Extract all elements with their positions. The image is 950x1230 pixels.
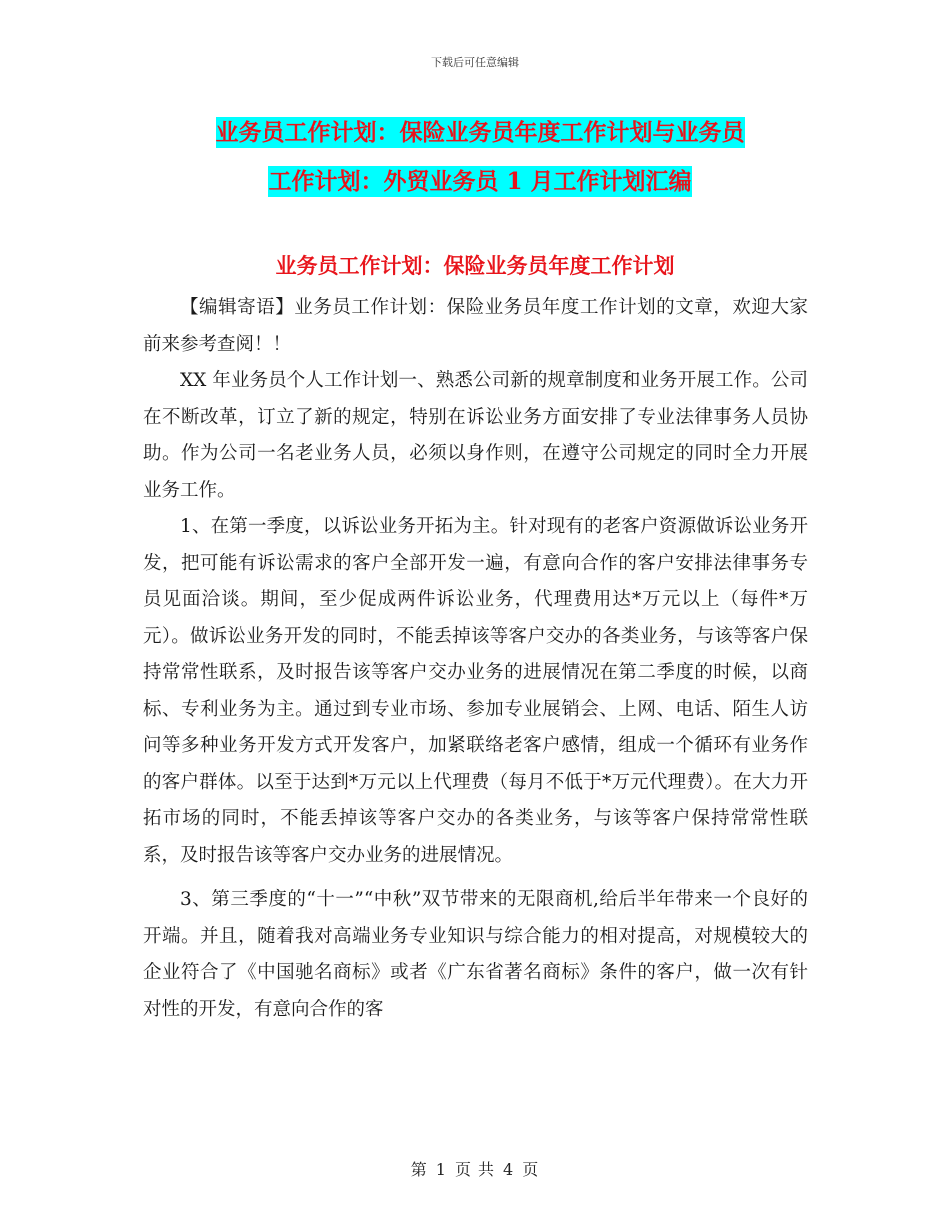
page-footer	[0, 1157, 950, 1180]
header-note: 下载后可任意编辑	[431, 56, 519, 69]
document-title	[140, 108, 820, 206]
footer-suffix: 页	[522, 1160, 540, 1179]
section-heading: 业务员工作计划：保险业务员年度工作计划	[275, 253, 675, 278]
footer-page-number: 1	[435, 1160, 447, 1179]
footer-prefix: 第	[410, 1160, 428, 1179]
document-body	[143, 290, 808, 1028]
paragraph-editor-note: 【编辑寄语】业务员工作计划：保险业务员年度工作计划的文章，欢迎大家前来参考查阅！！	[143, 297, 808, 355]
paragraph-item-1: 1、在第一季度，以诉讼业务开拓为主。针对现有的老客户资源做诉讼业务开发，把可能有诉讼需求的客户全部开发一遍，有意向合作的客户安排法律事务专员见面洽谈。期间，至少促成两件诉讼业务，代理费用达*万元以上（每件*万元）。做诉讼业务开发的同时，不能丢掉该等客户交办的各类业务，与该等客户保持常常性联系，及时报告该等客户交办业务的进展情况在第二季度的时候，以商标、专利业务为主。通过到专业市场、参加专业展销会、上网、电话、陌生人访问等多种业务开发方式开发客户，加紧联络老客户感情，组成一个循环有业务作的客户群体。以至于达到*万元以上代理费（每月不低于*万元代理费）。在大力开拓市场的同时，不能丢掉该等客户交办的各类业务，与该等客户保持常常性联系，及时报告该等客户交办业务的进展情况。	[143, 516, 808, 866]
paragraph-item-3: 3、第三季度的“十一”“中秋”双节带来的无限商机,给后半年带来一个良好的开端。并且，随着我对高端业务专业知识与综合能力的相对提高，对规模较大的企业符合了《中国驰名商标》或者《广东省著名商标》条件的客户，做一次有针对性的开发，有意向合作的客	[143, 889, 808, 1020]
paragraph-intro: XX 年业务员个人工作计划一、熟悉公司新的规章制度和业务开展工作。公司在不断改革，订立了新的规定，特别在诉讼业务方面安排了专业法律事务人员协助。作为公司一名老业务人员，必须以身作则，在遵守公司规定的同时全力开展业务工作。	[143, 370, 808, 501]
footer-total-pages: 4	[503, 1160, 515, 1179]
footer-middle: 页 共	[454, 1160, 496, 1179]
document-title-line-1: 业务员工作计划：保险业务员年度工作计划与业务员	[215, 119, 745, 146]
document-title-line-2: 工作计划：外贸业务员 1 月工作计划汇编	[268, 168, 692, 195]
